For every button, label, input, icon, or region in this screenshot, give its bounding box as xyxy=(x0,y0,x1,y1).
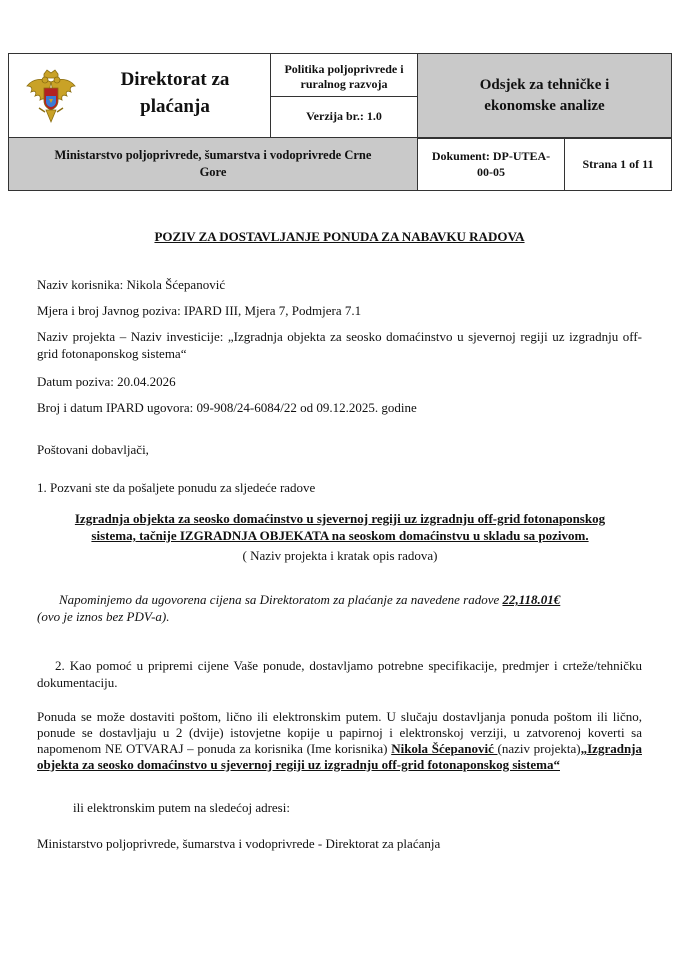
price-paragraph: Napominjemo da ugovorena cijena sa Direktoratom za plaćanje za navedene radove 22,118.01€ (ovo je iznos bez PDV-a). xyxy=(37,592,561,624)
works-caption: ( Naziv projekta i kratak opis radova) xyxy=(242,548,438,563)
organization-cell xyxy=(9,54,271,139)
project-line: Naziv projekta – Naziv investicije: „Izgradnja objekta za seosko domaćinstvo u sjevernoj regiji uz izgradnju off-grid fotonaponskog sistema“ xyxy=(37,329,642,361)
delivery-paragraph: Ponuda se može dostaviti poštom, lično ili elektronskim putem. U slučaju dostavljanja ponuda poštom ili lično, ponude se dostavljaju u 2 (dvije) istovjetne kopije u papirnoj i elektronskoj verziji, u zatvorenoj koverti sa napomenom NE OTVARAJ – ponuda za korisnika (Ime korisnika) Nikola Šćepanović (naziv projekta)„Izgradnja objekta za seosko domaćinstvo u sjevernoj regiji uz izgradnju off-grid fotonaponskog sistema“ xyxy=(37,709,642,772)
document-title: POZIV ZA DOSTAVLJANJE PONUDA ZA NABAVKU RADOVA xyxy=(154,229,525,244)
ministry-cell: Ministarstvo poljoprivrede, šumarstva i vodoprivrede Crne Gore xyxy=(9,138,418,191)
department-cell: Odsjek za tehničke i ekonomske analize xyxy=(418,54,672,139)
document-header-row2 xyxy=(8,137,672,191)
policy-label: Politika poljoprivrede i ruralnog razvoja xyxy=(271,58,417,97)
item-2: 2. Kao pomoć u pripremi cijene Vaše ponude, dostavljamo potrebne specifikacije, predmjer i crteže/tehničku dokumentaciju. xyxy=(37,658,642,690)
version-label: Verzija br.: 1.0 xyxy=(306,109,382,123)
beneficiary-name: Nikola Šćepanović xyxy=(391,741,498,756)
organization-name: Direktorat za plaćanja xyxy=(120,69,230,117)
greeting: Poštovani dobavljači, xyxy=(37,442,149,457)
contract-line: Broj i datum IPARD ugovora: 09-908/24-6084/22 od 09.12.2025. godine xyxy=(37,400,417,415)
measure-line: Mjera i broj Javnog poziva: IPARD III, Mjera 7, Podmjera 7.1 xyxy=(37,303,362,318)
price-value: 22,118.01€ xyxy=(502,592,561,607)
document-header xyxy=(8,53,672,139)
item-1: 1. Pozvani ste da pošaljete ponudu za sljedeće radove xyxy=(37,480,316,495)
coat-of-arms-icon xyxy=(25,68,77,124)
call-date-line: Datum poziva: 20.04.2026 xyxy=(37,374,176,389)
page-number-cell: Strana 1 of 11 xyxy=(565,138,672,191)
works-description: Izgradnja objekta za seosko domaćinstvo u sjevernoj regiji uz izgradnju off-grid fotonaponskog sistema, tačnije IZGRADNJA OBJEKATA na seoskom domaćinstvu u skladu sa pozivom. xyxy=(74,511,606,543)
address-line: Ministarstvo poljoprivrede, šumarstva i vodoprivrede - Direktorat za plaćanja xyxy=(37,836,441,851)
beneficiary-line: Naziv korisnika: Nikola Šćepanović xyxy=(37,277,226,292)
policy-cell xyxy=(271,54,418,139)
project-name-underlined: „Izgradnja objekta za seosko domaćinstvo u sjevernoj regiji uz izgradnju off-grid fotonaponskog sistema“ xyxy=(37,741,642,772)
document-number-cell: Dokument: DP-UTEA- 00-05 xyxy=(418,138,565,191)
electronic-line: ili elektronskim putem na sledećoj adresi: xyxy=(73,800,290,815)
